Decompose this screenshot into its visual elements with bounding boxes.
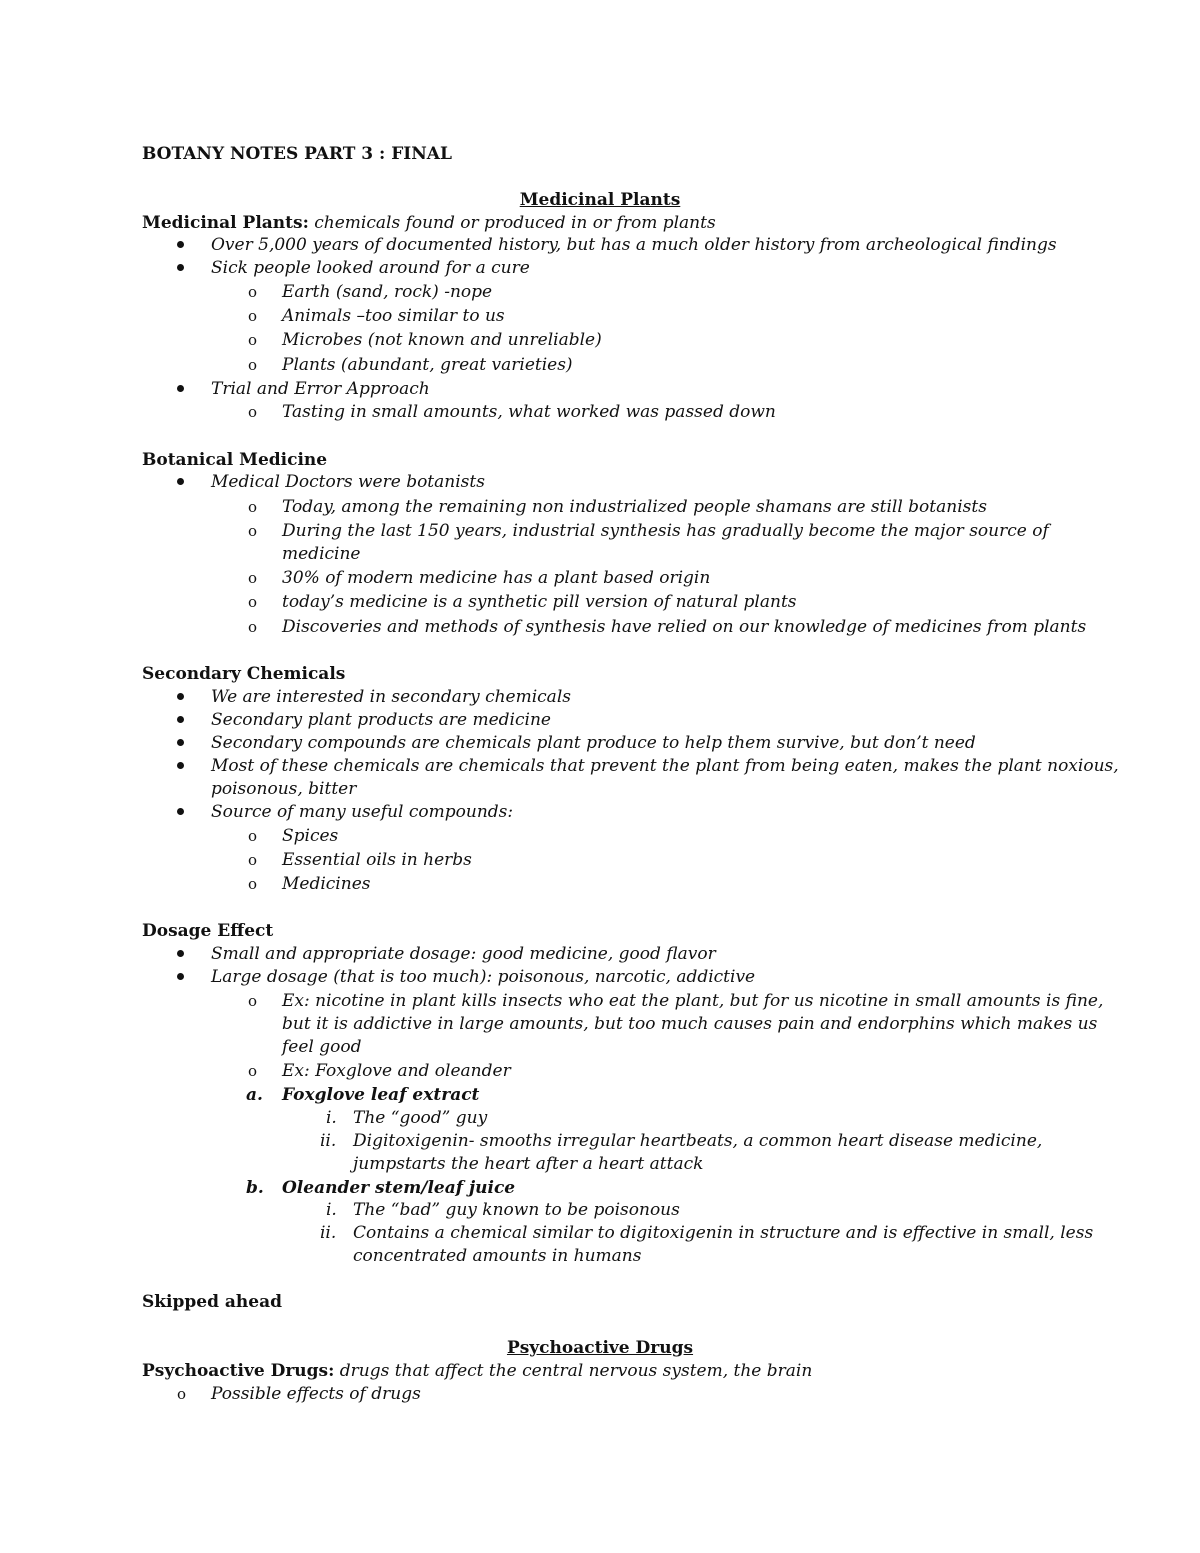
sub-bullet-icon: o xyxy=(248,593,258,611)
list-item: Most of these chemicals are chemicals that prevent the plant from being eaten, makes the plant noxious, xyxy=(211,756,1119,776)
sub-bullet-icon: o xyxy=(248,307,258,325)
bullet-icon xyxy=(177,241,184,248)
bullet-icon xyxy=(177,739,184,746)
sub-list-item: Possible effects of drugs xyxy=(211,1384,421,1404)
list-item: Secondary compounds are chemicals plant produce to help them survive, but don’t need xyxy=(211,733,976,753)
note-skipped-ahead: Skipped ahead xyxy=(142,1292,283,1312)
list-marker-a: a. xyxy=(246,1085,263,1105)
bullet-icon xyxy=(177,693,184,700)
sub-list-item: Essential oils in herbs xyxy=(282,850,472,870)
sub-list-item: Discoveries and methods of synthesis have relied on our knowledge of medicines from plants xyxy=(282,617,1087,637)
sub-list-item-continuation: medicine xyxy=(282,544,361,564)
sub-bullet-icon: o xyxy=(248,356,258,374)
section-heading-dosage-effect: Dosage Effect xyxy=(142,921,274,941)
sub-list-item-continuation: feel good xyxy=(282,1037,362,1057)
roman-list-item: The “good” guy xyxy=(353,1108,488,1128)
roman-list-item-continuation: concentrated amounts in humans xyxy=(353,1246,642,1266)
section-heading-secondary-chemicals: Secondary Chemicals xyxy=(142,664,346,684)
list-item: Over 5,000 years of documented history, but has a much older history from archeological findings xyxy=(211,235,1057,255)
bullet-icon xyxy=(177,478,184,485)
sub-list-item: 30% of modern medicine has a plant based origin xyxy=(282,568,711,588)
sub-bullet-icon: o xyxy=(248,522,258,540)
definition-term: Medicinal Plants: xyxy=(142,213,309,233)
sub-list-item: Microbes (not known and unreliable) xyxy=(282,330,602,350)
sub-heading-foxglove: Foxglove leaf extract xyxy=(282,1085,480,1105)
roman-list-item: Contains a chemical similar to digitoxigenin in structure and is effective in small, less xyxy=(353,1223,1094,1243)
sub-list-item: Spices xyxy=(282,826,339,846)
sub-list-item: Plants (abundant, great varieties) xyxy=(282,355,573,375)
list-item: We are interested in secondary chemicals xyxy=(211,687,571,707)
list-item-continuation: poisonous, bitter xyxy=(211,779,357,799)
bullet-icon xyxy=(177,264,184,271)
bullet-icon xyxy=(177,716,184,723)
sub-list-item: Animals –too similar to us xyxy=(282,306,505,326)
sub-bullet-icon: o xyxy=(248,331,258,349)
sub-bullet-icon: o xyxy=(248,498,258,516)
list-item: Source of many useful compounds: xyxy=(211,802,514,822)
roman-list-item: The “bad” guy known to be poisonous xyxy=(353,1200,680,1220)
bullet-icon xyxy=(177,808,184,815)
definition-text: drugs that affect the central nervous system, the brain xyxy=(339,1361,813,1381)
definition-psychoactive-drugs xyxy=(142,1359,812,1383)
sub-bullet-icon: o xyxy=(248,618,258,636)
list-item: Sick people looked around for a cure xyxy=(211,258,530,278)
sub-bullet-icon: o xyxy=(248,403,258,421)
bullet-icon xyxy=(177,762,184,769)
list-item: Medical Doctors were botanists xyxy=(211,472,485,492)
sub-list-item-continuation: but it is addictive in large amounts, but too much causes pain and endorphins which makes us xyxy=(282,1014,1098,1034)
sub-bullet-icon: o xyxy=(248,1062,258,1080)
sub-list-item: Today, among the remaining non industrialized people shamans are still botanists xyxy=(282,497,987,517)
sub-list-item: Tasting in small amounts, what worked was passed down xyxy=(282,402,776,422)
section-heading-medicinal-plants: Medicinal Plants xyxy=(519,190,681,210)
list-marker-i: i. xyxy=(326,1200,337,1220)
sub-bullet-icon: o xyxy=(177,1385,187,1403)
document-title: BOTANY NOTES PART 3 : FINAL xyxy=(142,144,452,164)
list-item: Large dosage (that is too much): poisonous, narcotic, addictive xyxy=(211,967,756,987)
sub-bullet-icon: o xyxy=(248,875,258,893)
definition-term: Psychoactive Drugs: xyxy=(142,1361,335,1381)
sub-bullet-icon: o xyxy=(248,992,258,1010)
sub-list-item: Medicines xyxy=(282,874,371,894)
sub-list-item: Ex: nicotine in plant kills insects who eat the plant, but for us nicotine in small amounts is fine, xyxy=(282,991,1104,1011)
definition-medicinal-plants xyxy=(142,211,716,235)
list-item: Trial and Error Approach xyxy=(211,379,430,399)
sub-list-item: Ex: Foxglove and oleander xyxy=(282,1061,511,1081)
sub-list-item: Earth (sand, rock) -nope xyxy=(282,282,493,302)
sub-bullet-icon: o xyxy=(248,827,258,845)
list-marker-ii: ii. xyxy=(320,1131,337,1151)
list-item: Secondary plant products are medicine xyxy=(211,710,551,730)
sub-bullet-icon: o xyxy=(248,569,258,587)
sub-bullet-icon: o xyxy=(248,851,258,869)
sub-bullet-icon: o xyxy=(248,283,258,301)
definition-text: chemicals found or produced in or from plants xyxy=(314,213,716,233)
bullet-icon xyxy=(177,973,184,980)
list-item: Small and appropriate dosage: good medicine, good flavor xyxy=(211,944,716,964)
bullet-icon xyxy=(177,385,184,392)
roman-list-item-continuation: jumpstarts the heart after a heart attack xyxy=(353,1154,704,1174)
list-marker-ii: ii. xyxy=(320,1223,337,1243)
list-marker-b: b. xyxy=(246,1178,264,1198)
roman-list-item: Digitoxigenin- smooths irregular heartbeats, a common heart disease medicine, xyxy=(353,1131,1043,1151)
bullet-icon xyxy=(177,950,184,957)
section-heading-psychoactive-drugs: Psychoactive Drugs xyxy=(506,1338,694,1358)
sub-list-item: today’s medicine is a synthetic pill version of natural plants xyxy=(282,592,797,612)
list-marker-i: i. xyxy=(326,1108,337,1128)
section-heading-botanical-medicine: Botanical Medicine xyxy=(142,450,328,470)
sub-heading-oleander: Oleander stem/leaf juice xyxy=(282,1178,516,1198)
sub-list-item: During the last 150 years, industrial synthesis has gradually become the major source of xyxy=(282,521,1049,541)
